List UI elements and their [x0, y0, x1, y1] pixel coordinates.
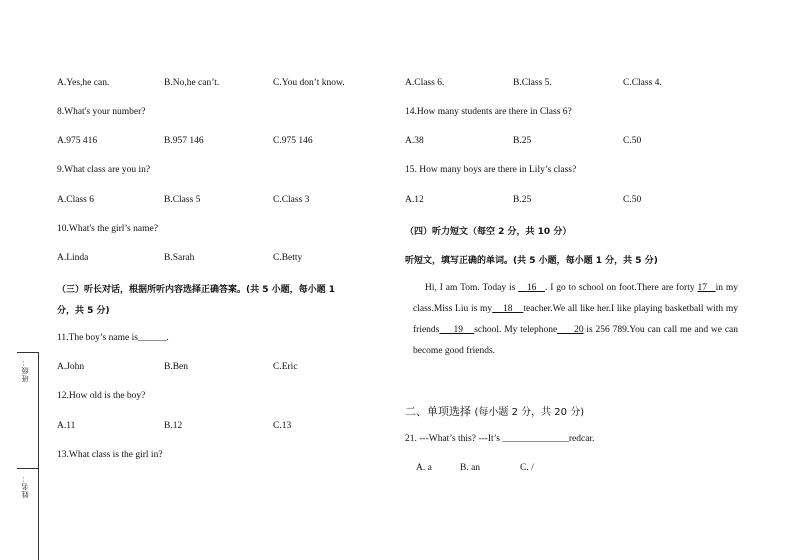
q7-option-c: C.You don’t know. [273, 78, 345, 88]
q15-option-a: A.12 [405, 195, 424, 205]
name-label: 姓名： [21, 474, 29, 498]
q12-option-a: A.11 [57, 421, 76, 431]
passage-text: Hi, I am Tom. Today is [425, 283, 519, 293]
blank-19-number: 19 [453, 325, 463, 335]
q8-option-c: C.975 146 [273, 136, 313, 146]
blank-16-number: 16 [526, 283, 537, 293]
blank-19 [439, 325, 474, 335]
section2-title: 二、单项选择 [405, 405, 471, 418]
q8-option-b: B.957 146 [164, 136, 204, 146]
q13-option-c: C.Class 4. [623, 78, 662, 88]
passage-text: in my class.Miss Liu is my [413, 283, 739, 314]
q7-option-a: A.Yes,he can. [57, 78, 110, 88]
margin-divider [17, 352, 39, 353]
q13-option-a: A.Class 6. [405, 78, 445, 88]
q10-option-a: A.Linda [57, 253, 89, 263]
margin-divider [17, 468, 39, 469]
blank-18 [492, 304, 523, 314]
q21-option-a: A. a [416, 463, 432, 473]
q7-option-b: B.No,he can’t. [164, 78, 220, 88]
q12-option-c: C.13 [273, 421, 292, 431]
q14-option-c: C.50 [623, 136, 642, 146]
q10-stem: 10.What's the girl’s name? [57, 224, 158, 234]
section2-note: (每小题 2 分，共 20 分) [474, 407, 585, 418]
section3-heading-cont: 分，共 5 分) [57, 306, 110, 316]
q9-option-c: C.Class 3 [273, 195, 310, 205]
q9-option-b: B.Class 5 [164, 195, 201, 205]
section4-heading: （四）听力短文（每空 2 分，共 10 分） [405, 227, 572, 237]
passage-text: school. My telephone [474, 325, 558, 335]
q21-option-b: B. an [460, 463, 481, 473]
q21-stem: 21. ---What’s this? ---It’s ______________redcar. [405, 434, 595, 444]
q11-option-c: C.Eric [273, 362, 298, 372]
passage-text: . I go to school on foot.There are forty [544, 283, 698, 293]
q15-option-c: C.50 [623, 195, 642, 205]
passage-text: is 256 789.You can call me and we can become good friends. [413, 325, 739, 356]
blank-20 [557, 325, 583, 335]
q15-stem: 15. How many boys are there in Lily’s class? [405, 165, 577, 175]
blank-16 [518, 283, 545, 293]
q14-option-b: B.25 [513, 136, 532, 146]
q9-option-a: A.Class 6 [57, 195, 94, 205]
q13-stem: 13.What class is the girl in? [57, 450, 163, 460]
section4-instructions: 听短文，填写正确的单词。(共 5 小题，每小题 1 分，共 5 分) [405, 256, 658, 266]
q14-stem: 14.How many students are there in Class 6? [405, 107, 572, 117]
passage-text: teacher.We all like her.I like playing basketball with my friends [413, 304, 739, 335]
q9-stem: 9.What class are you in? [57, 165, 151, 175]
section2-heading [405, 403, 584, 419]
q11-option-a: A.John [57, 362, 85, 372]
q8-stem: 8.What's your number? [57, 107, 146, 117]
q10-option-c: C.Betty [273, 253, 303, 263]
q12-stem: 12.How old is the boy? [57, 391, 146, 401]
class-label: 班级： [21, 358, 29, 382]
q11-option-b: B.Ben [164, 362, 189, 372]
section3-heading: （三）听长对话，根据所听内容选择正确答案。(共 5 小题，每小题 1 [57, 285, 336, 295]
blank-18-number: 18 [503, 304, 513, 314]
blank-17-number: 17 [697, 283, 707, 293]
q11-stem: 11.The boy’s name is______. [57, 333, 169, 343]
q10-option-b: B.Sarah [164, 253, 195, 263]
q21-option-c: C. / [520, 463, 534, 473]
listening-passage [413, 278, 738, 362]
q13-option-b: B.Class 5. [513, 78, 552, 88]
blank-17 [697, 283, 715, 293]
q15-option-b: B.25 [513, 195, 532, 205]
binding-margin-line [38, 352, 39, 560]
q12-option-b: B.12 [164, 421, 183, 431]
q14-option-a: A.38 [405, 136, 424, 146]
blank-20-number: 20 [574, 325, 584, 335]
q8-option-a: A.975 416 [57, 136, 98, 146]
